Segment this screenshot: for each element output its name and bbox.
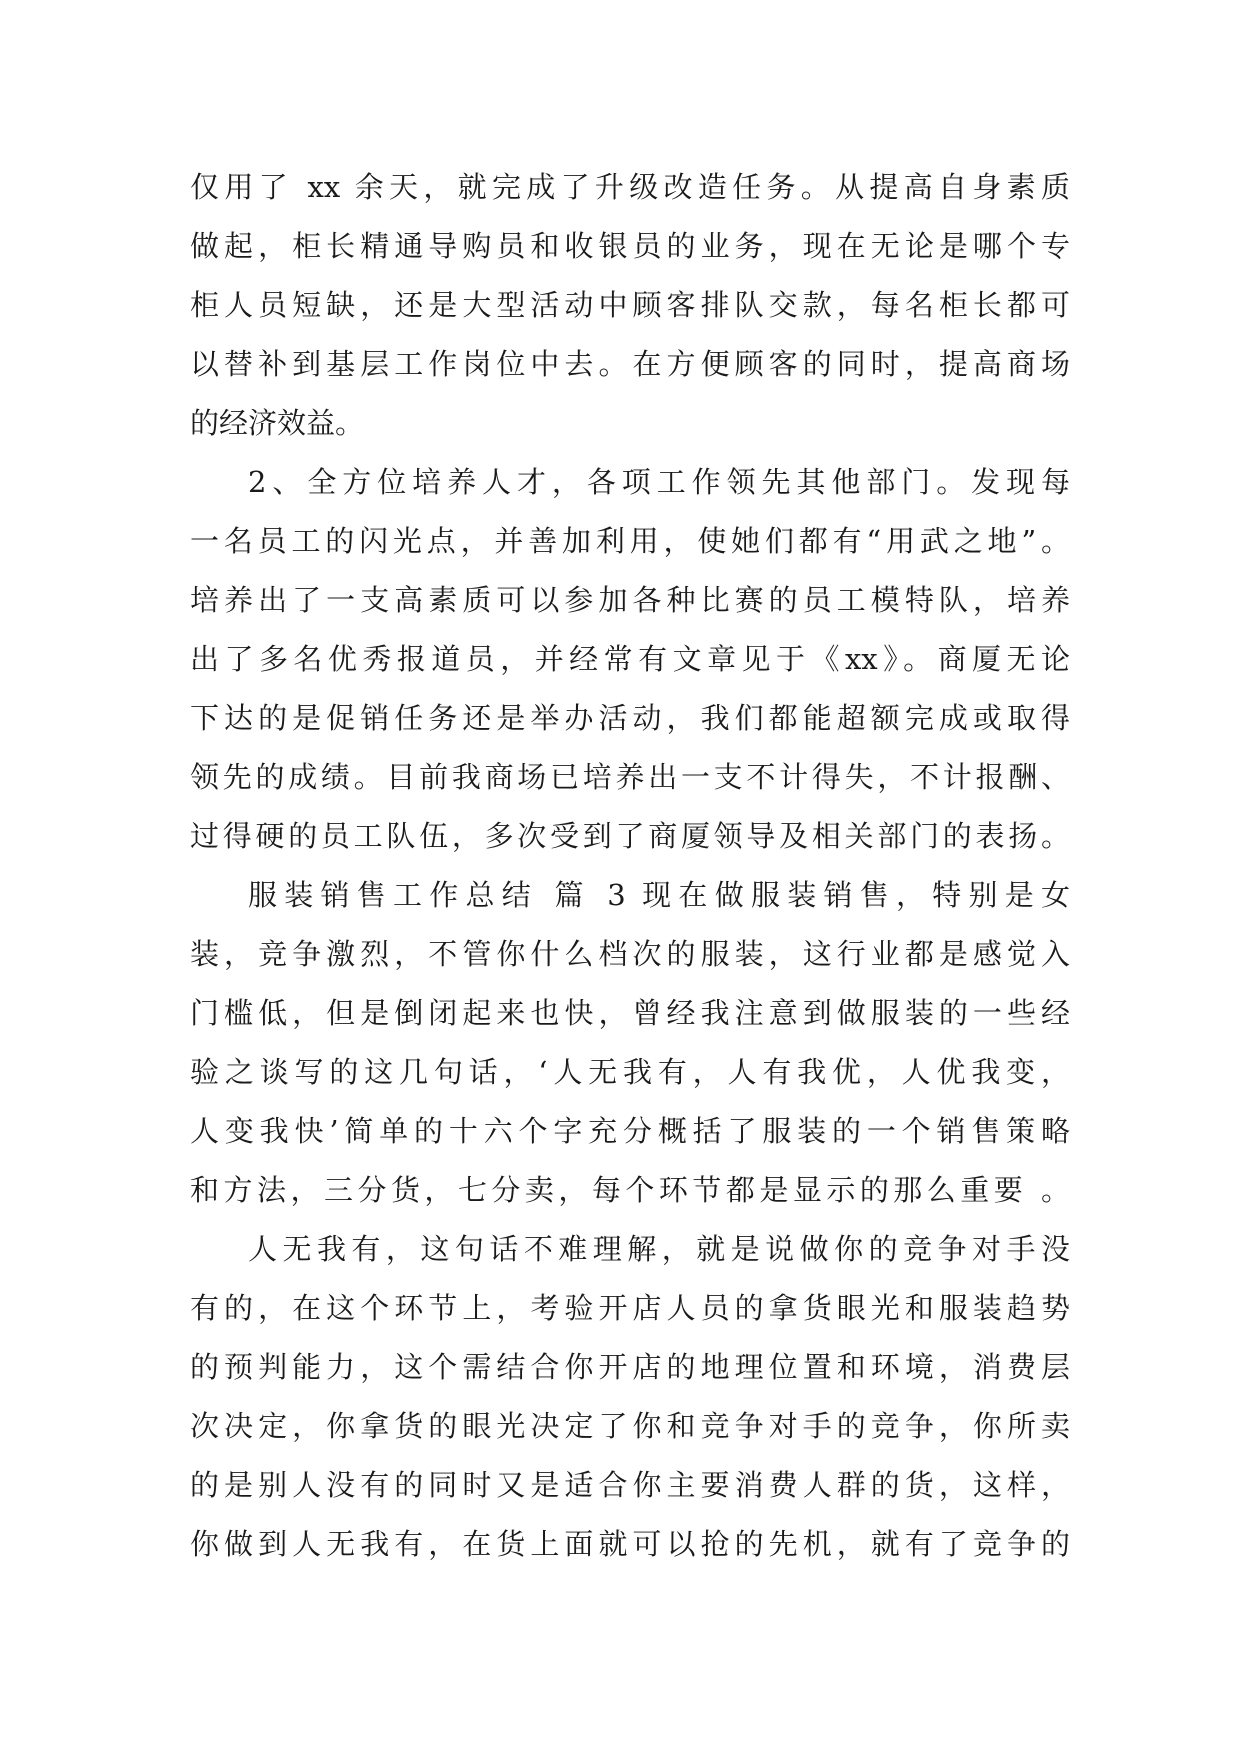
text-line: 的预判能力，这个需结合你开店的地理位置和环境，消费层 bbox=[190, 1350, 1070, 1384]
text-line: 下达的是促销任务还是举办活动，我们都能超额完成或取得 bbox=[190, 701, 1070, 735]
text-line: 以替补到基层工作岗位中去。在方便顾客的同时，提高商场 bbox=[190, 347, 1070, 381]
text-line: 验之谈写的这几句话，‘人无我有，人有我优，人优我变， bbox=[190, 1055, 1070, 1089]
text-line: 有的，在这个环节上，考验开店人员的拿货眼光和服装趋势 bbox=[190, 1291, 1070, 1325]
text-line: 做起，柜长精通导购员和收银员的业务，现在无论是哪个专 bbox=[190, 229, 1070, 263]
text-line: 人变我快’简单的十六个字充分概括了服装的一个销售策略 bbox=[190, 1114, 1070, 1148]
text-line: 柜人员短缺，还是大型活动中顾客排队交款，每名柜长都可 bbox=[190, 288, 1070, 322]
text-line: 出了多名优秀报道员，并经常有文章见于《xx》。商厦无论 bbox=[190, 642, 1070, 676]
text-line: 领先的成绩。目前我商场已培养出一支不计得失，不计报酬、 bbox=[190, 760, 1070, 794]
text-line: 次决定，你拿货的眼光决定了你和竞争对手的竞争，你所卖 bbox=[190, 1409, 1070, 1443]
text-line: 你做到人无我有，在货上面就可以抢的先机，就有了竞争的 bbox=[190, 1527, 1070, 1561]
text-line: 和方法，三分货，七分卖，每个环节都是显示的那么重要 。 bbox=[190, 1173, 1070, 1207]
text-line: 装，竞争激烈，不管你什么档次的服装，这行业都是感觉入 bbox=[190, 937, 1070, 971]
text-line: 培养出了一支高素质可以参加各种比赛的员工模特队，培养 bbox=[190, 583, 1070, 617]
text-line: 人无我有，这句话不难理解，就是说做你的竞争对手没 bbox=[248, 1232, 1070, 1266]
text-line: 过得硬的员工队伍，多次受到了商厦领导及相关部门的表扬。 bbox=[190, 819, 1070, 853]
text-line: 一名员工的闪光点，并善加利用，使她们都有“用武之地”。 bbox=[190, 524, 1070, 558]
text-line: 2、全方位培养人才，各项工作领先其他部门。发现每 bbox=[248, 465, 1070, 499]
text-line: 服装销售工作总结 篇 3 现在做服装销售，特别是女 bbox=[248, 878, 1070, 912]
text-line: 的是别人没有的同时又是适合你主要消费人群的货，这样， bbox=[190, 1468, 1070, 1502]
body-text bbox=[190, 158, 1070, 1574]
text-line: 的经济效益。 bbox=[190, 406, 365, 440]
text-line: 门槛低，但是倒闭起来也快，曾经我注意到做服装的一些经 bbox=[190, 996, 1070, 1030]
text-line: 仅用了 xx 余天，就完成了升级改造任务。从提高自身素质 bbox=[190, 170, 1070, 204]
